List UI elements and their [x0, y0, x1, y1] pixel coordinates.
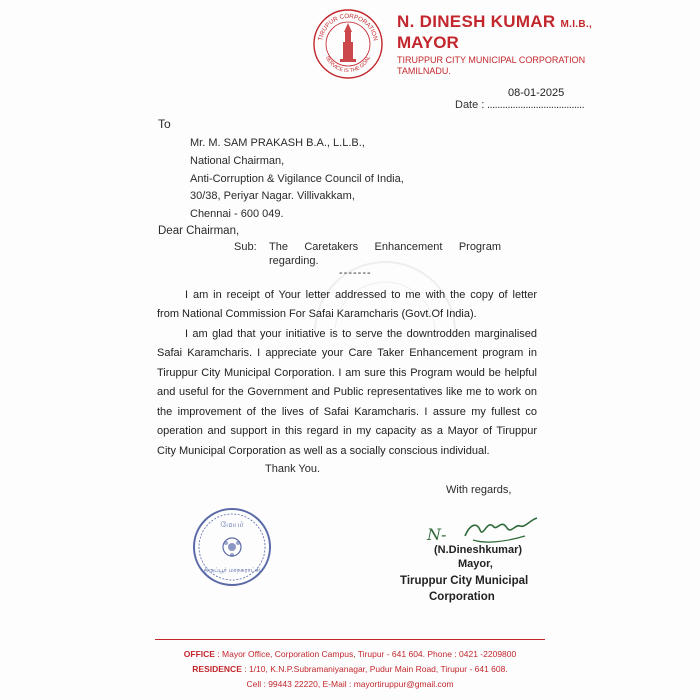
recipient-line: 30/38, Periyar Nagar. Villivakkam, [190, 190, 355, 202]
footer-office [0, 649, 700, 659]
to-label: To [158, 117, 171, 131]
salutation: Dear Chairman, [158, 225, 240, 237]
signatory-title: Mayor, [458, 558, 493, 570]
signatory-org-line1: Tiruppur City Municipal [400, 575, 529, 587]
svg-text:திருப்பூர் மாநகராட்சி: திருப்பூர் மாநகராட்சி [203, 567, 261, 574]
signatory-name: (N.Dineshkumar) [434, 544, 523, 556]
recipient-line: Mr. M. SAM PRAKASH B.A., L.L.B., [190, 137, 365, 149]
footer-office-text: : Mayor Office, Corporation Campus, Tirupur - 641 604. Phone : 0421 -2209800 [214, 649, 517, 659]
subject-text-line1: The Caretakers Enhancement Program [269, 241, 501, 253]
paragraph-line: and useful for the Government and Public representatives like me to work on [157, 386, 537, 398]
svg-text:TIRUPUR CORPORATION: TIRUPUR CORPORATION [317, 12, 379, 42]
paragraph-line: I am in receipt of Your letter addressed to me with the copy of letter [185, 289, 537, 301]
header-org-line1: TIRUPPUR CITY MUNICIPAL CORPORATION [397, 55, 586, 65]
footer-office-label: OFFICE [183, 649, 215, 659]
date-label: Date : [455, 99, 485, 111]
body-paragraph-1-line2 [157, 305, 537, 325]
corporation-emblem-icon [312, 8, 384, 80]
mayor-degree: M.I.B., [560, 19, 593, 30]
paragraph-line: City Municipal Corporation as well as a socially conscious individual. [157, 444, 490, 457]
paragraph-line: Tiruppur City Municipal Corporation. I am sure this Program would be helpful [157, 366, 537, 379]
mayor-name-heading [397, 12, 592, 32]
paragraph-line: I am glad that your initiative is to serve the downtrodden marginalised [185, 328, 537, 340]
body-paragraph-2 [157, 344, 537, 461]
svg-text:மேயர்: மேயர் [220, 520, 244, 529]
date-dotted-line: ...................................... [487, 99, 585, 111]
subject-label: Sub: [234, 241, 257, 253]
recipient-line: National Chairman, [190, 155, 285, 167]
paragraph-line: operation and support in this regard in my capacity as a Mayor of Tiruppur [157, 425, 537, 437]
footer-residence [0, 664, 700, 674]
body-paragraph-1-line1 [185, 286, 537, 306]
date-value: 08-01-2025 [508, 87, 565, 99]
paragraph-line: from National Commission For Safai Karamcharis (Govt.Of India). [157, 308, 477, 320]
mayor-title-heading: MAYOR [397, 33, 459, 52]
subject-text-line2: regarding. [269, 255, 319, 267]
thank-you: Thank You. [265, 463, 321, 475]
paragraph-line: the improvement of the lives of Safai Karamcharis. I assure my fullest co [157, 405, 537, 418]
footer-residence-label: RESIDENCE [192, 664, 242, 674]
closing-regards: With regards, [446, 484, 512, 496]
svg-text:N-: N- [427, 525, 447, 544]
recipient-line: Anti-Corruption & Vigilance Council of India, [190, 173, 404, 185]
subject-separator: ------- [339, 267, 372, 279]
mayor-name: N. DINESH KUMAR [397, 12, 556, 31]
recipient-line: Chennai - 600 049. [190, 208, 284, 220]
body-paragraph-2-line1 [185, 325, 537, 345]
footer-divider [155, 639, 545, 640]
footer-contact: Cell : 99443 22220, E-Mail : mayortiruppur@gmail.com [246, 679, 454, 689]
footer-residence-text: : 1/10, K.N.P.Subramaniyanagar, Pudur Main Road, Tirupur - 641 608. [241, 664, 508, 674]
header-org-line2: TAMILNADU. [397, 66, 451, 76]
official-seal-icon [190, 505, 274, 589]
paragraph-line: Safai Karamcharis. I appreciate your Care Taker Enhancement program in [157, 347, 537, 359]
svg-text:SERVICE IS THE GOAL: SERVICE IS THE GOAL [323, 55, 373, 75]
signatory-org-line2: Corporation [429, 591, 495, 603]
